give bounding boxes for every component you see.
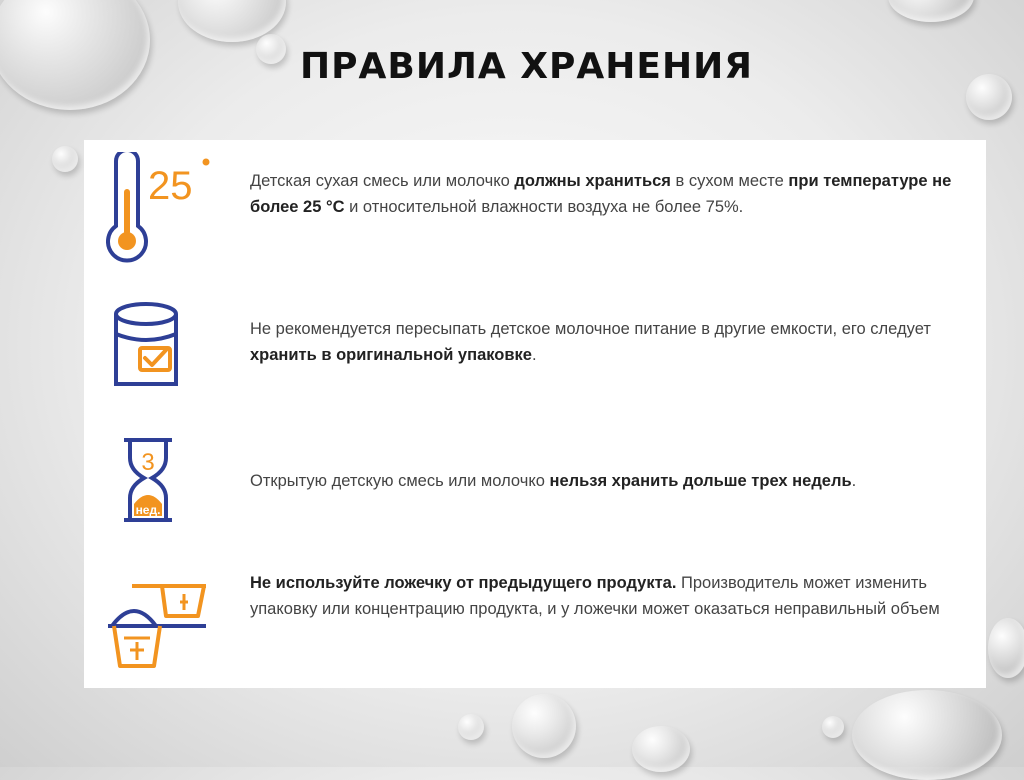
water-drop-decoration bbox=[52, 146, 78, 172]
water-drop-decoration bbox=[256, 34, 286, 64]
water-drop-decoration bbox=[458, 714, 484, 740]
rule-item bbox=[84, 280, 986, 410]
water-drop-decoration bbox=[632, 726, 690, 772]
slide-title: ПРАВИЛА ХРАНЕНИЯ bbox=[300, 46, 753, 87]
rule-text: Детская сухая смесь или молочко должны храниться в сухом месте при температуре не более 25 °С и относительной влажности воздуха не более 75%. bbox=[250, 172, 952, 216]
weeks-unit: нед. bbox=[135, 503, 161, 517]
rule-item bbox=[84, 140, 986, 280]
water-drop-decoration bbox=[988, 618, 1024, 678]
rule-text: Не рекомендуется пересыпать детское молочное питание в другие емкости, его следует хранить в оригинальной упаковке. bbox=[250, 320, 931, 364]
rule-item bbox=[84, 416, 986, 556]
water-drop-decoration bbox=[0, 0, 150, 110]
hourglass-icon bbox=[106, 436, 196, 528]
rule-item bbox=[84, 556, 986, 688]
water-drop-decoration bbox=[966, 74, 1012, 120]
water-drop-decoration bbox=[822, 716, 844, 738]
water-drop-decoration bbox=[888, 0, 974, 22]
rule-text: Открытую детскую смесь или молочко нельзя хранить дольше трех недель. bbox=[250, 472, 857, 490]
rule-text: Не используйте ложечку от предыдущего продукта. Производитель может изменить упаковку или концентрацию продукта, и у ложечки может оказаться неправильный объем bbox=[250, 574, 940, 618]
water-drop-decoration bbox=[512, 694, 576, 758]
measuring-scoops-icon bbox=[106, 568, 216, 668]
temperature-value: 25 bbox=[148, 164, 193, 208]
storage-rules-card bbox=[84, 140, 986, 688]
weeks-number: 3 bbox=[141, 449, 155, 476]
thermometer-icon bbox=[106, 152, 216, 267]
jar-check-icon bbox=[106, 300, 196, 392]
